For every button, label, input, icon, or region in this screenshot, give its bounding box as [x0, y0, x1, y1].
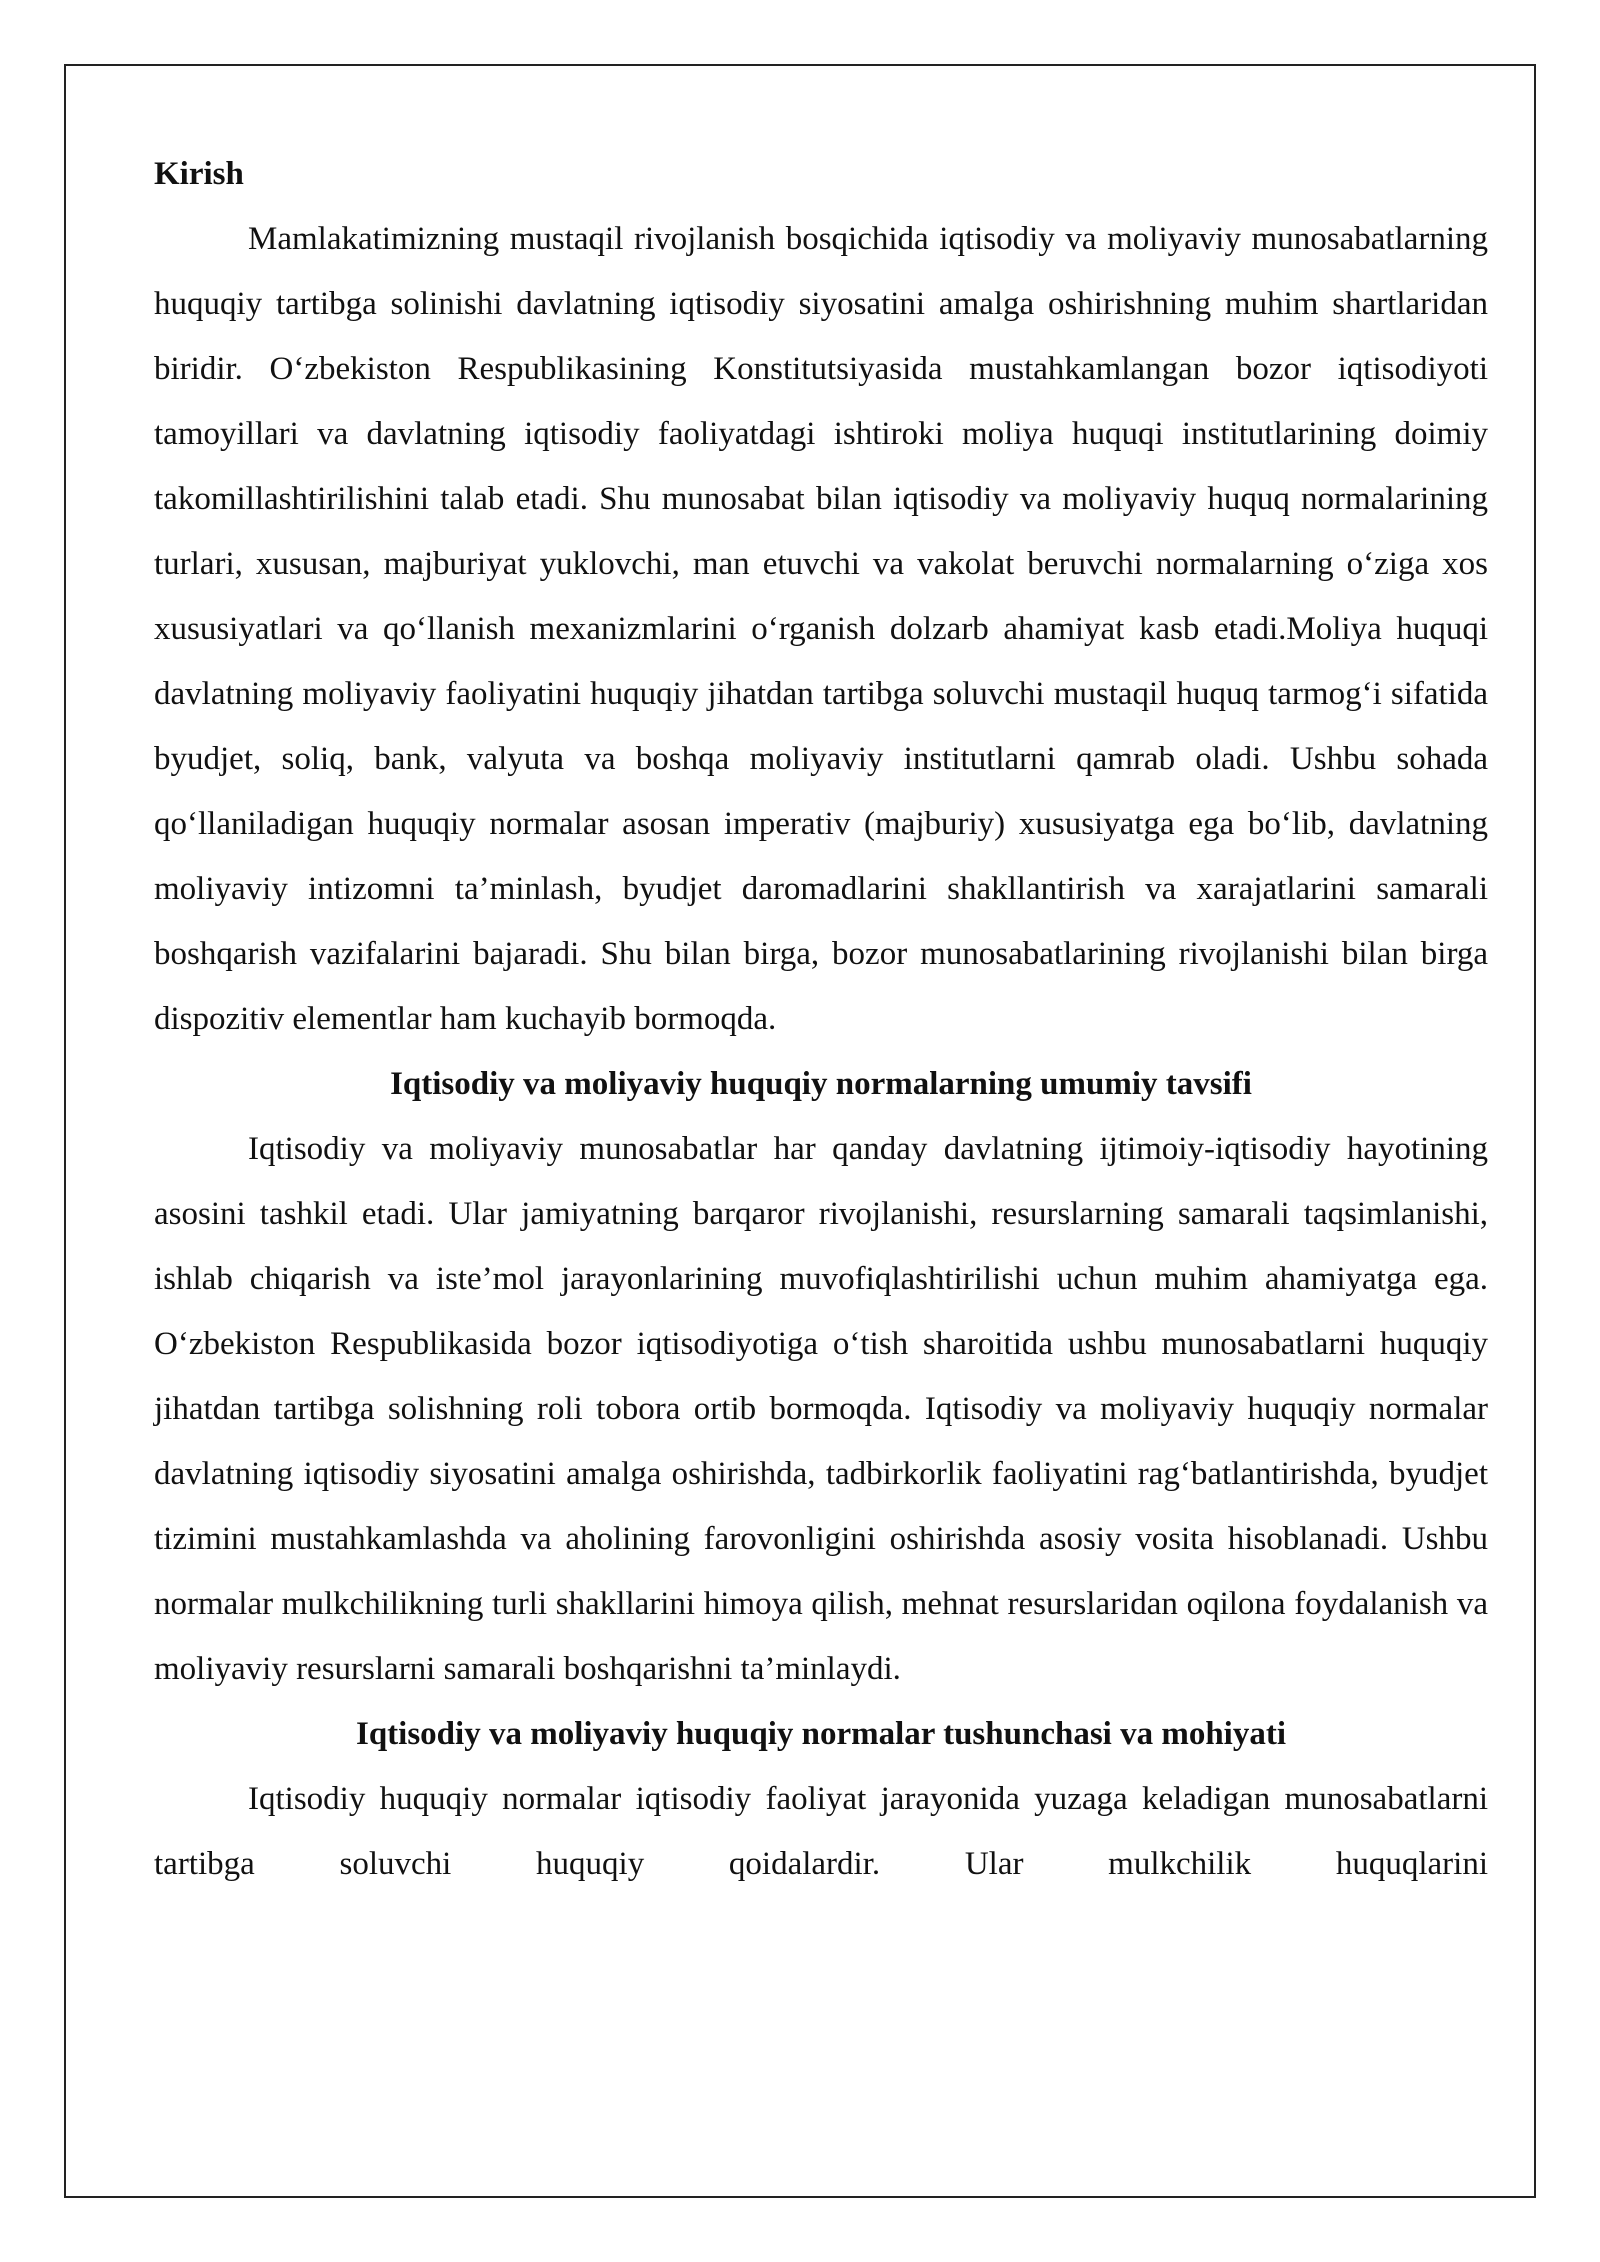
- paragraph-concept-essence: Iqtisodiy huquqiy normalar iqtisodiy faoliyat jarayonida yuzaga keladigan munosabatlarni tartibga soluvchi huquqiy qoidalardir. Ular mulkchilik huquqlarini: [154, 1781, 1488, 1882]
- section-heading-kirish: Kirish: [154, 156, 244, 192]
- section-heading-general-description: Iqtisodiy va moliyaviy huquqiy normalarning umumiy tavsifi: [390, 1066, 1252, 1102]
- section-heading-concept-essence: Iqtisodiy va moliyaviy huquqiy normalar tushunchasi va mohiyati: [355, 1716, 1287, 1752]
- document-body: [154, 142, 1488, 1897]
- paragraph-general-description: Iqtisodiy va moliyaviy munosabatlar har qanday davlatning ijtimoiy-iqtisodiy hayotining asosini tashkil etadi. Ular jamiyatning barqaror rivojlanishi, resurslarning samarali taqsimlanishi, ishlab chiqarish va iste’mol jarayonlarining muvofiqlashtirilishi uchun muhim ahamiyatga ega. O‘zbekiston Respublikasida bozor iqtisodiyotiga o‘tish sharoitida ushbu munosabatlarni huquqiy jihatdan tartibga solishning roli tobora ortib bormoqda. Iqtisodiy va moliyaviy huquqiy normalar davlatning iqtisodiy siyosatini amalga oshirishda, tadbirkorlik faoliyatini rag‘batlantirishda, byudjet tizimini mustahkamlashda va aholining farovonligini oshirishda asosiy vosita hisoblanadi. Ushbu normalar mulkchilikning turli shakllarini himoya qilish, mehnat resurslaridan oqilona foydalanish va moliyaviy resurslarni samarali boshqarishni ta’minlaydi.: [154, 1131, 1488, 1687]
- paragraph-kirish: Mamlakatimizning mustaqil rivojlanish bosqichida iqtisodiy va moliyaviy munosabatlarning huquqiy tartibga solinishi davlatning iqtisodiy siyosatini amalga oshirishning muhim shartlaridan biridir. O‘zbekiston Respublikasining Konstitutsiyasida mustahkamlangan bozor iqtisodiyoti tamoyillari va davlatning iqtisodiy faoliyatdagi ishtiroki moliya huquqi institutlarining doimiy takomillashtirilishini talab etadi. Shu munosabat bilan iqtisodiy va moliyaviy huquq normalarining turlari, xususan, majburiyat yuklovchi, man etuvchi va vakolat beruvchi normalarning o‘ziga xos xususiyatlari va qo‘llanish mexanizmlarini o‘rganish dolzarb ahamiyat kasb etadi.Moliya huquqi davlatning moliyaviy faoliyatini huquqiy jihatdan tartibga soluvchi mustaqil huquq tarmog‘i sifatida byudjet, soliq, bank, valyuta va boshqa moliyaviy institutlarni qamrab oladi. Ushbu sohada qo‘llaniladigan huquqiy normalar asosan imperativ (majburiy) xususiyatga ega bo‘lib, davlatning moliyaviy intizomni ta’minlash, byudjet daromadlarini shakllantirish va xarajatlarini samarali boshqarish vazifalarini bajaradi. Shu bilan birga, bozor munosabatlarining rivojlanishi bilan birga dispozitiv elementlar ham kuchayib bormoqda.: [154, 221, 1488, 1037]
